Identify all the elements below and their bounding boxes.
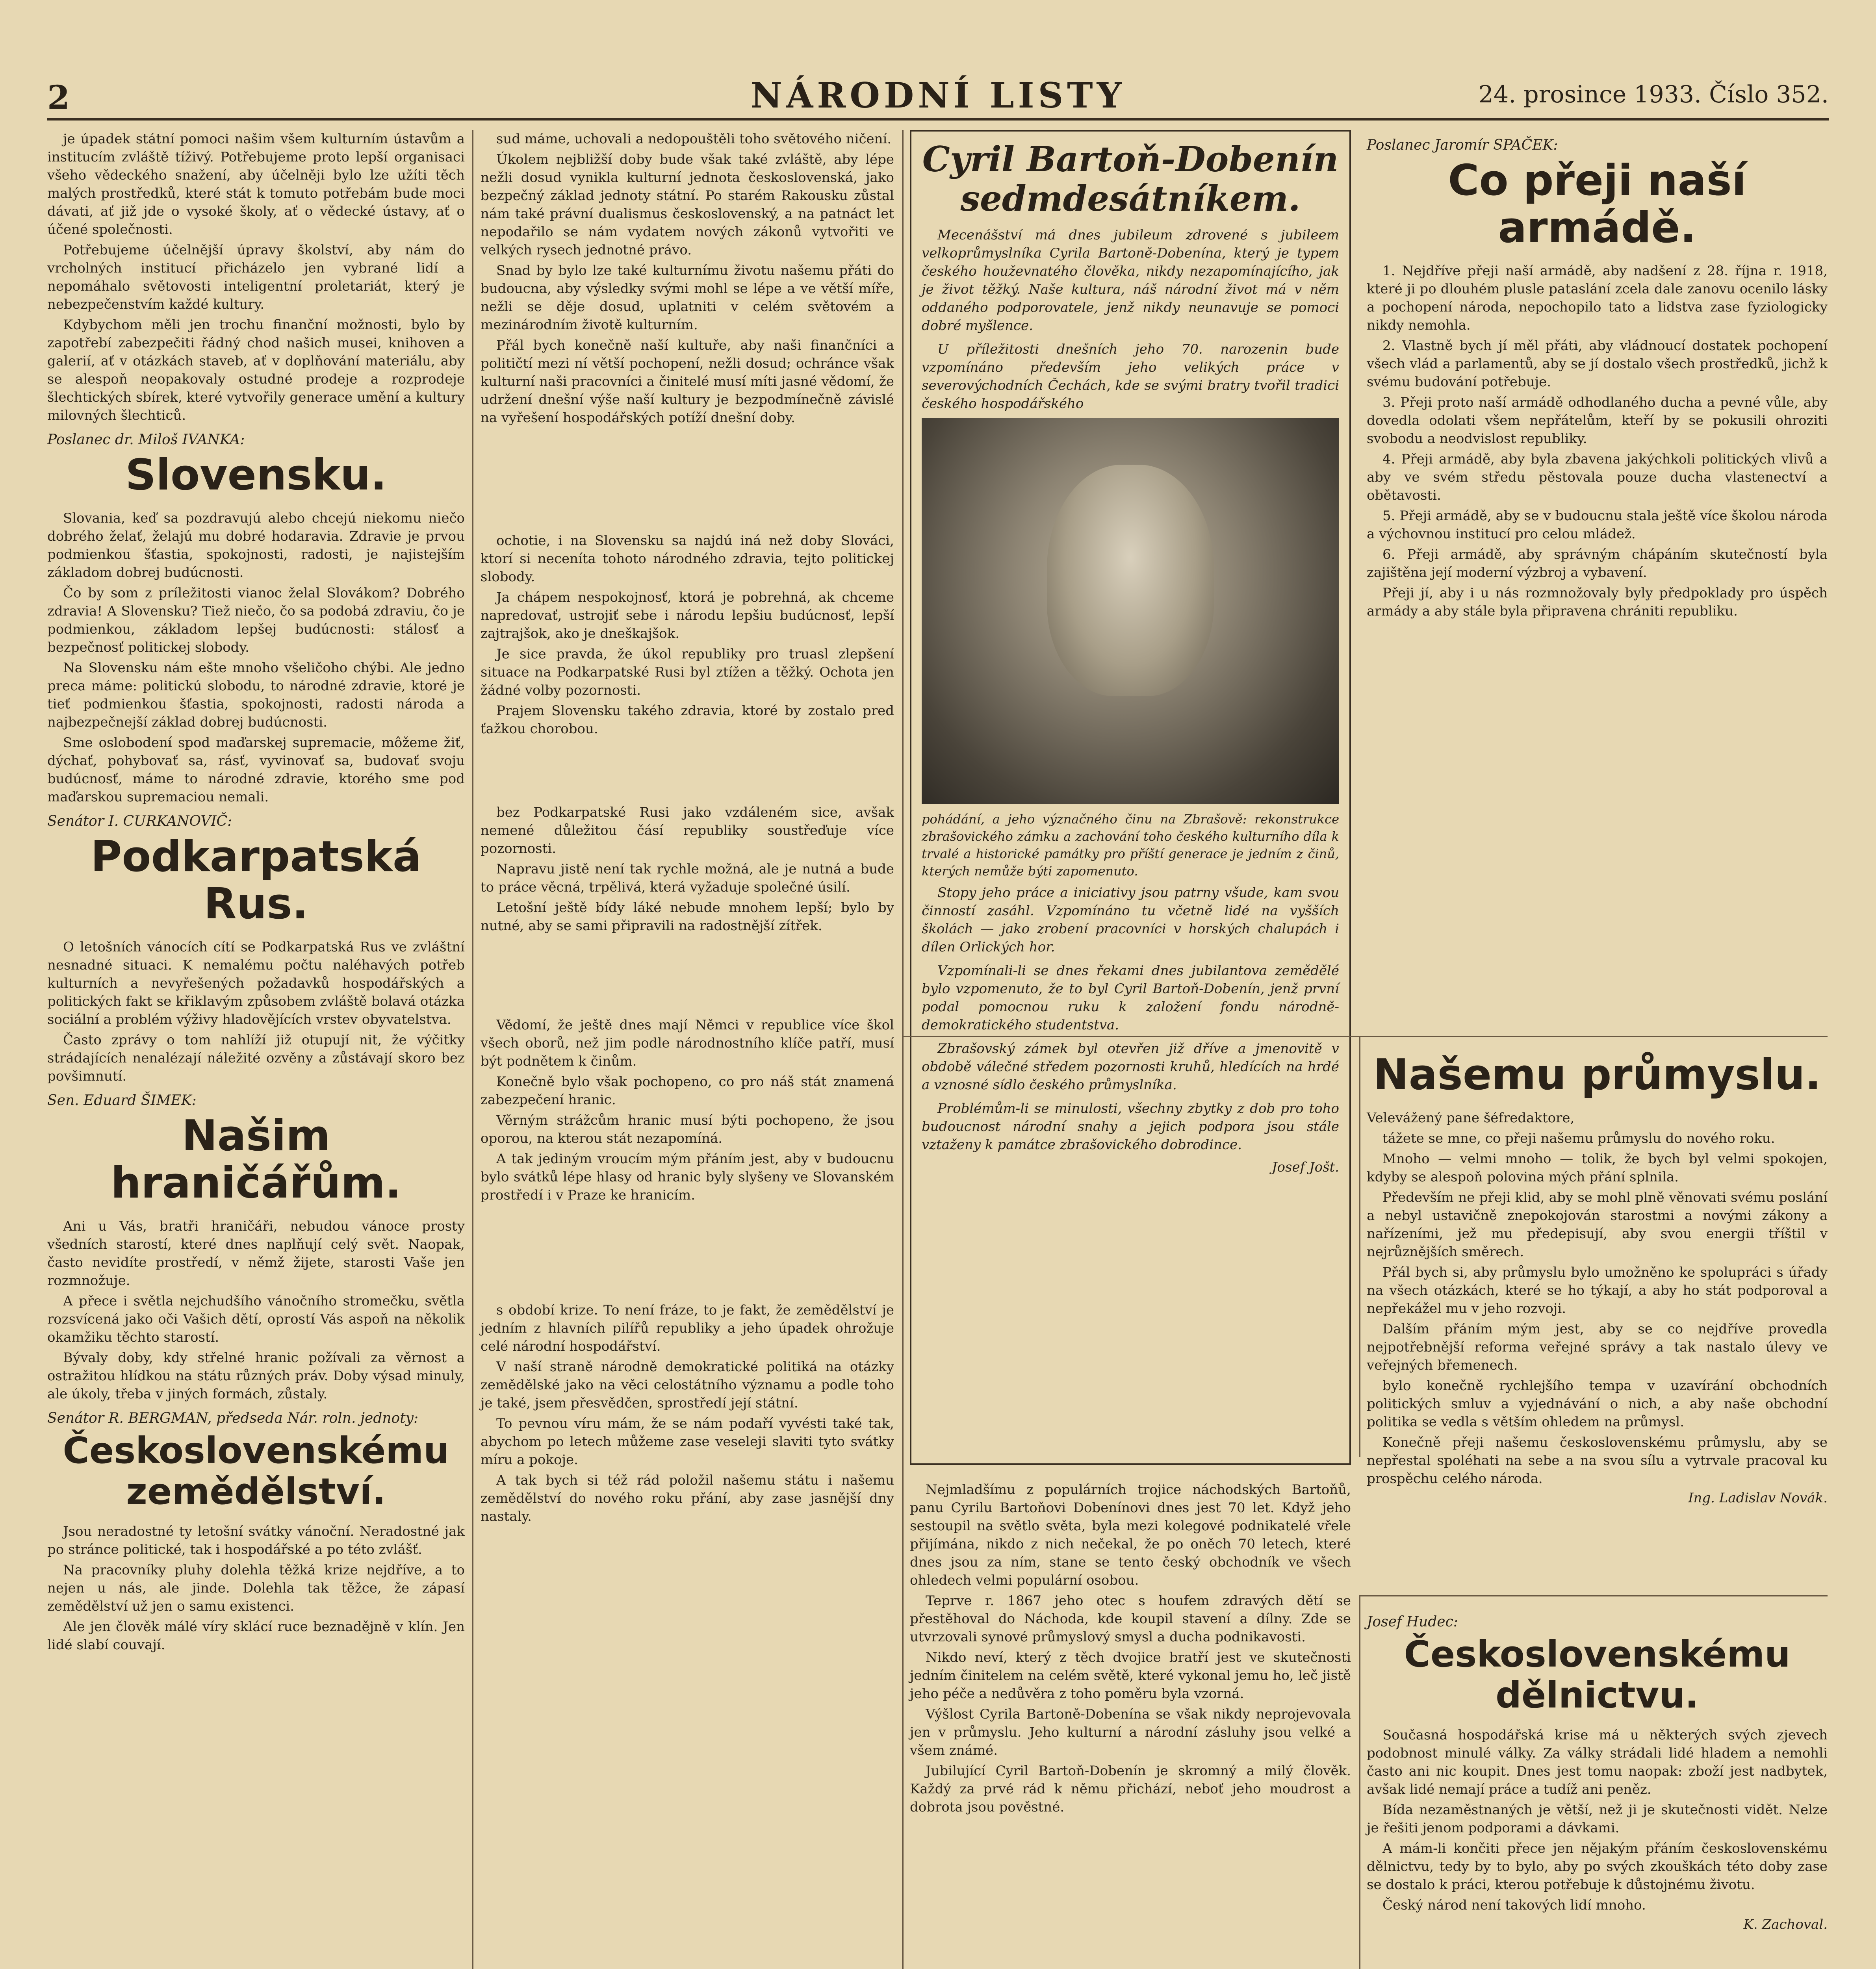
article-paragraph: ochotie, i na Slovensku sa najdú iná než doby Slováci, ktorí si neceníta tohoto národného zdravia, tejto politickej slobody. [481,533,894,585]
industry-section [1367,1048,1828,1511]
article-paragraph: Mnoho — velmi mnoho — tolik, že bych byl velmi spokojen, kdyby se alespoň polovina mých přání splnila. [1367,1151,1828,1185]
article-paragraph: Úkolem nejbližší doby bude však také zvláště, aby lépe nežli dosud vynikla kulturní jednota československá, jako bezpečný základ jednoty státní. Po starém Rakousku zůstal nám také právní dualismus československý, a na patnáct let nepodařilo se nám vydatem nových zákonů vytvořiti ve velkých rysech jednotné právo. [481,152,894,258]
article-paragraph: Na Slovensku nám ešte mnoho všeličoho chýbi. Ale jedno preca máme: politickú slobodu, to národné zdravie, ktoré je tieť podmienkou šťastia, spokojnosti, radosti národa a najbezpečnejší základ dobrej budúcnosti. [47,660,465,730]
article-paragraph: Konečně přeji našemu československému průmyslu, aby se nepřestal spoléhati na sebe a na svou sílu a vytrvale pracoval ku prospěchu celého národa. [1367,1435,1828,1487]
article-headline: Co přeji naší armádě. [1448,156,1746,252]
article-paragraph: A tak bych si též rád položil našemu státu i našemu zemědělství do nového roku přání, aby zase jasnější dny nastaly. [481,1472,894,1524]
article-paragraph: Snad by bylo lze také kulturnímu životu našemu přáti do budoucna, aby výsledky svými mohl se lépe a ve větší míře, nežli se děje dosud, uplatniti v celém světovém a mezinárodním životě kulturním. [481,263,894,333]
article-paragraph: Často zprávy o tom nahlíží již otupují nit, že výčitky strádajících nenalézají náležité ozvěny a zůstávají skoro bez povšimnutí. [47,1032,465,1084]
article-paragraph: Prajem Slovensku takého zdravia, ktoré by zostalo pred ťažkou chorobou. [481,703,894,737]
article-paragraph: Vědomí, že ještě dnes mají Němci v republice více škol všech oborů, než jim podle národnostního klíče patří, musí být podnětem k činům. [481,1017,894,1069]
page-number: 2 [47,79,70,117]
article-paragraph: Bývaly doby, kdy střelné hranic požívali za věrnost a ostražitou hlídkou na státu různých práv. Doby výsad minuly, ale úkoly, třeba v jiných formách, zůstaly. [47,1350,465,1402]
article-paragraph: Přeji jí, aby i u nás rozmnožovaly byly předpoklady pro úspěch armády a aby stále byla připravena chrániti republiku. [1367,585,1828,619]
column-3-lower [910,1481,1351,1819]
article-headline: Podkarpatská Rus. [91,832,421,929]
article-paragraph: Především ne přeji klid, aby se mohl plně věnovati svému poslání a nebyl ustavičně znepokojován starostmi a novými zákony a nařízeními, jež mu předepisují, aby svou energii tříštil v nejrůznějších směrech. [1367,1190,1828,1260]
article-paragraph: Český národ není takových lidí mnoho. [1382,1897,1646,1913]
article-paragraph: Potřebujeme účelnější úpravy školství, aby nám do vrcholných institucí přicházelo jen vybrané lidí a nepomáhalo světovosti inteligentní proletariát, který je nebezpečenstvím každé kultury. [47,242,465,312]
lead-paragraph: Mecenášství má dnes jubileum zdrovené s jubileem velkoprůmyslníka Cyrila Bartoně-Dobenína, který je typem českého houževnatého člověka, nikdy nezapomínajícího, jak je život těžký. Naše kultura, náš národní život má v něm oddaného podporovatele, jenž nikdy neunavuje se pomoci dobré myšlence. [922,227,1339,334]
article-paragraph: Problémům-li se minulosti, všechny zbytky z dob pro toho budoucnost národní snahy a jejich podpora jsou stále vztaženy k památce zbrašovického dobrodince. [922,1101,1339,1153]
article-paragraph: V naší straně národně demokratické politiká na otázky zemědělské jako na věci celostátního významu a podle toho je také, jsem přesvědčen, sprostředí její státní. [481,1359,894,1411]
article-paragraph: Sme oslobodení spod maďarskej supremacie, môžeme žiť, dýchať, pohybovať sa, rásť, vyvinovať sa, budovať svoju budúcnosť, máme to národné zdravie, ktorého sme pod maďarskou supremaciou nemali. [47,735,465,805]
article-paragraph: Stopy jeho práce a iniciativy jsou patrny všude, kam svou činností zasáhl. Vzpomínáno tu včetně lidé na vyšších školách — jako zrobení pracovníci v horských chalupách i dílen Orlických hor. [922,885,1339,955]
article-paragraph: Bída nezaměstnaných je větší, než ji je skutečnosti vidět. Nelze je řešiti jenom podporami a dávkami. [1367,1802,1828,1836]
column-2 [481,130,894,1528]
article-headline: Našemu průmyslu. [1373,1050,1821,1099]
feature-headline: Cyril Bartoň-Dobenín sedmdesátníkem. [922,139,1339,219]
article-paragraph: tážete se mne, co přeji našemu průmyslu do nového roku. [1382,1131,1775,1146]
feature-box [910,130,1351,1465]
article-paragraph: 1. Nejdříve přeji naší armádě, aby nadšení z 28. října r. 1918, které ji po dlouhém plusle pataslání zcela dale zanovu ocenilo lásky a pochopení národa, nepochopilo tato a lidstva zase fyziologicky nikdy nemohla. [1367,263,1828,333]
author-signature: K. Zachoval. [1743,1917,1828,1932]
article-paragraph: 2. Vlastně bych jí měl přáti, aby vládnoucí dostatek pochopení všech vlád a parlamentů, aby se jí dostalo všech prostředků, jichž k svému budování potřebuje. [1367,338,1828,390]
article-paragraph: bylo konečně rychlejšího tempa v uzavírání obchodních politických smluv a vyjednávání o nich, a aby naše obchodní politika se vedla s větším ohledem na průmysl. [1367,1378,1828,1430]
article-paragraph: Je sice pravda, že úkol republiky pro truasl zlepšení situace na Podkarpatské Rusi byl ztížen a těžký. Ochota jen žádné volby pozornosti. [481,646,894,698]
article-paragraph: To pevnou víru mám, že se nám podaří vyvésti také tak, abychom po letech můžeme zase veseleji slaviti tyto svátky míru a pokoje. [481,1416,894,1468]
article-paragraph: Na pracovníky pluhy dolehla těžká krize nejdříve, a to nejen u nás, ale jinde. Dolehla tak těžce, že zápasí zemědělství už jen o samu existenci. [47,1562,465,1614]
photo-caption: pohádání, a jeho význačného činu na Zbrašově: rekonstrukce zbrašovického zámku a zachování toho českého kulturního díla k trvalé a historické památky pro příští generace je jedním z činů, kterých nemůže býti zapomenuto. [922,812,1339,879]
byline: Poslanec Jaromír SPAČEK: [1367,137,1558,153]
article-paragraph: A tak jediným vroucím mým přáním jest, aby v budoucnu bylo svátků lépe hlasy od hranic byly slyšeny ve Slovanském prostředí i v Praze ke hranicím. [481,1151,894,1203]
article-paragraph: Jsou neradostné ty letošní svátky vánoční. Neradostné jak po stránce politické, tak i hospodářské a po této zvlášť. [47,1524,465,1557]
article-paragraph: Teprve r. 1867 jeho otec s houfem zdravých dětí se přestěhoval do Náchoda, kde koupil stavení a dílny. Zde se utvrzovali synové průmyslový smysl a ducha podnikavosti. [910,1593,1351,1645]
article-paragraph: Přál bych konečně naší kultuře, aby naši finančníci a političtí mezi ní větší pochopení, nežli dosud; ochránce však kulturní naši pracovníci a činitelé musí míti jasné vědomí, že udržení dnešní výše naší kultury je bezpodmínečně závislé na vyřešení hospodářských potíží dnešní doby. [481,337,894,426]
column-1 [47,130,465,1656]
article-paragraph: Napravu jistě není tak rychle možná, ale je nutná a bude to práce věcná, trpělivá, která vyžaduje společné úsilí. [481,861,894,895]
section-divider [902,1036,1828,1037]
article-paragraph: Zbrašovský zámek byl otevřen již dříve a jmenovitě v obdobě válečné středem pozornosti kruhů, hledících na hrdé a vznosné sídlo českého průmyslníka. [922,1041,1339,1093]
byline: Sen. Eduard ŠIMEK: [47,1092,197,1109]
article-paragraph: Věrným strážcům hranic musí býti pochopeno, že jsou oporou, na kterou stát nezapomíná. [481,1112,894,1146]
article-paragraph: Nikdo neví, který z těch dvojice bratří jest ve skutečnosti jedním činitelem na celém světě, které vykonal jemu ho, leč jistě jeho péče a nedůvěra z toho poměru byla vzorná. [910,1650,1351,1702]
article-paragraph: 5. Přeji armádě, aby se v budoucnu stala ještě více školou národa a výchovnou institucí pro celou mládež. [1367,508,1828,542]
article-paragraph: s období krize. To není fráze, to je fakt, že zemědělství je jedním z hlavních pilířů republiky a jeho úpadek ohrožuje celé národní hospodářství. [481,1302,894,1354]
article-paragraph: Dalším přáním mým jest, aby se co nejdříve provedla nejpotřebnější reforma veřejné správy a tak nastalo úlevy ve veřejných břemenech. [1367,1321,1828,1373]
byline: Josef Hudec: [1367,1614,1458,1630]
article-paragraph: Přál bych si, aby průmyslu bylo umožněno ke spolupráci s úřady na všech otázkách, které se ho týkají, a aby ho stát podporoval a nepřekážel mu v jeho rozvoji. [1367,1264,1828,1316]
article-headline: Československému zemědělství. [63,1429,449,1513]
article-paragraph: A mám-li končiti přece jen nějakým přáním československému dělnictvu, tedy by to bylo, aby po svých zkouškách této doby zase se dostalo k práci, kterou potřebuje k důstojnému životu. [1367,1841,1828,1893]
article-paragraph: sud máme, uchovali a nedopouštěli toho světového ničení. [496,131,892,147]
workers-section [1367,1607,1828,1938]
article-paragraph: O letošních vánocích cítí se Podkarpatská Rus ve zvláštní nesnadné situaci. K nemalému počtu naléhavých potřeb kulturních a nevyřešených požadavků hospodářských a politických fakt se křiklavým způsobem zvláště bolavá otázka sociální a problém výživy hladovějících vrstev obyvatelstva. [47,939,465,1027]
greeting: Velevážený pane šéfredaktore, [1367,1110,1575,1126]
portrait-photo [922,418,1339,804]
issue-date: 24. prosince 1933. Číslo 352. [1478,81,1829,108]
article-paragraph: Nejmladšímu z populárních trojice náchodských Bartoňů, panu Cyrilu Bartoňovi Dobenínovi dnes jest 70 let. Když jeho sestoupil na světlo světa, byla mezi kolegové podnikatelé vřele přijímána, nikdo z nich nečekal, že po oněch 70 letech, které dnes jsou za ním, stane se tento český obchodník ve všech ohledech velmi populární osobou. [910,1482,1351,1588]
article-paragraph: A přece i světla nejchudšího vánočního stromečku, světla rozsvícená jako oči Vašich dětí, oprostí Vás aspoň na několik okamžiku těchto starostí. [47,1293,465,1345]
article-paragraph: 6. Přeji armádě, aby správným chápáním skutečností byla zajištěna její moderní výzbroj a vybavení. [1367,547,1828,580]
article-headline: Našim hraničářům. [111,1111,401,1208]
article-paragraph: Ja chápem nespokojnosť, ktorá je pobrehná, ak chceme napredovať, ustrojiť sebe i národu lepšiu budúcnosť, lepší zajtrajšok, ako je dneškajšok. [481,590,894,642]
lead-paragraph: U příležitosti dnešních jeho 70. narozenin bude vzpomínáno především jeho velikých práce v severovýchodních Čechách, kde se svými bratry tvořil tradici českého hospodářského [922,341,1339,412]
article-paragraph: Ale jen člověk málé víry sklácí ruce beznadějně v klín. Jen lidé slabí couvají. [47,1619,465,1653]
column-rule [472,130,473,1969]
article-headline: Slovensku. [125,451,387,500]
byline: Senátor R. BERGMAN, předseda Nár. roln. jednoty: [47,1410,419,1426]
column-rule [1359,1595,1360,1969]
article-paragraph: Jubilující Cyril Bartoň-Dobenín je skromný a milý člověk. Každý za prvé rád k němu přichází, neboť jeho moudrost a dobrota jsou pověstné. [910,1763,1351,1815]
article-paragraph: 3. Přeji proto naší armádě odhodlaného ducha a pevné vůle, aby dovedla odolati všem nepřátelům, kteří by se pokusili ohroziti svobodu a neodvislost republiky. [1367,395,1828,447]
section-divider [1359,1595,1828,1596]
article-headline: Československému dělnictvu. [1404,1633,1791,1716]
article-paragraph: Vzpomínali-li se dnes řekami dnes jubilantova zemědělé bylo vzpomenuto, že to byl Cyril Bartoň-Dobenín, jenž první podal pomocnou ruku k založení fondu národně-demokratického studentstva. [922,963,1339,1033]
article-paragraph: Současná hospodářská krise má u některých svých zjevech podobnost minulé války. Za války strádali lidé hladem a nemohli často ani nic koupit. Dnes jest tomu naopak: zboží jest nadbytek, avšak lidé nemají práce a tudíž ani peněz. [1367,1727,1828,1797]
byline: Senátor I. CURKANOVIČ: [47,813,232,829]
article-paragraph: 4. Přeji armádě, aby byla zbavena jakýchkoli politických vlivů a aby ve svém středu pěstovala pouze ducha vlastenectví a obětavosti. [1367,451,1828,503]
author-signature: Josef Jošt. [1271,1159,1339,1175]
byline: Poslanec dr. Miloš IVANKA: [47,432,245,448]
page-header [47,59,1829,121]
article-paragraph: je úpadek státní pomoci našim všem kulturním ústavům a institucím zvláště tíživý. Potřebujeme proto lepší organisaci všeho vědeckého snažení, aby účelněji bylo lze užíti těch malých prostředků, které stát k tomuto potřebám bude moci dávati, ať již jde o vysoké školy, ať o vědecké ústavy, ať o účené společnosti. [47,131,465,237]
article-paragraph: Čo by som z príležitosti vianoc želal Slovákom? Dobrého zdravia! A Slovensku? Tiež niečo, čo sa podobá zdraviu, čo je podmienkou, základom lepšej budúcnosti: stálosť a bezpečnosť politickej slobody. [47,585,465,655]
article-paragraph: Výšlost Cyrila Bartoně-Dobenína se však nikdy neprojevovala jen v průmyslu. Jeho kulturní a národní zásluhy jsou velké a všem známé. [910,1706,1351,1758]
author-signature: Ing. Ladislav Novák. [1688,1490,1828,1506]
article-paragraph: bez Podkarpatské Rusi jako vzdáleném sice, avšak nemené důležitou čásí republiky soustřeďuje více pozornosti. [481,805,894,857]
article-paragraph: Ani u Vás, bratři hraničáři, nebudou vánoce prosty všedních starostí, které dnes naplňují celý svět. Naopak, často nevidíte prostředí, v němž žijete, starosti Vaše jen rozmnožuje. [47,1218,465,1289]
article-paragraph: Letošní ještě bídy láké nebude mnohem lepší; bylo by nutné, aby se sami připravili na radostnější zítřek. [481,900,894,934]
column-rule [902,130,904,1969]
column-rule [1359,1036,1360,1457]
column-4 [1367,130,1828,623]
article-paragraph: Kdybychom měli jen trochu finanční možnosti, bylo by zapotřebí zabezpečiti řádný chod našich musei, knihoven a galerií, ať v otázkách staveb, ať v doplňování materiálu, aby se alespoň neopakovaly ostudné prodeje a rozprodeje šlechtických sbírek, které vytvořily generace umění a kultury milovných šlechticů. [47,317,465,423]
article-paragraph: Slovania, keď sa pozdravujú alebo chcejú niekomu niečo dobrého želať, želajú mu dobré hodaravia. Zdravie je prvou podmienkou šťastia, spokojnosti, radosti, je najistejším základom dobrej budúcnosti. [47,510,465,580]
article-paragraph: Konečně bylo však pochopeno, co pro náš stát znamená zabezpečení hranic. [481,1074,894,1108]
masthead-title: NÁRODNÍ LISTY [750,75,1126,116]
